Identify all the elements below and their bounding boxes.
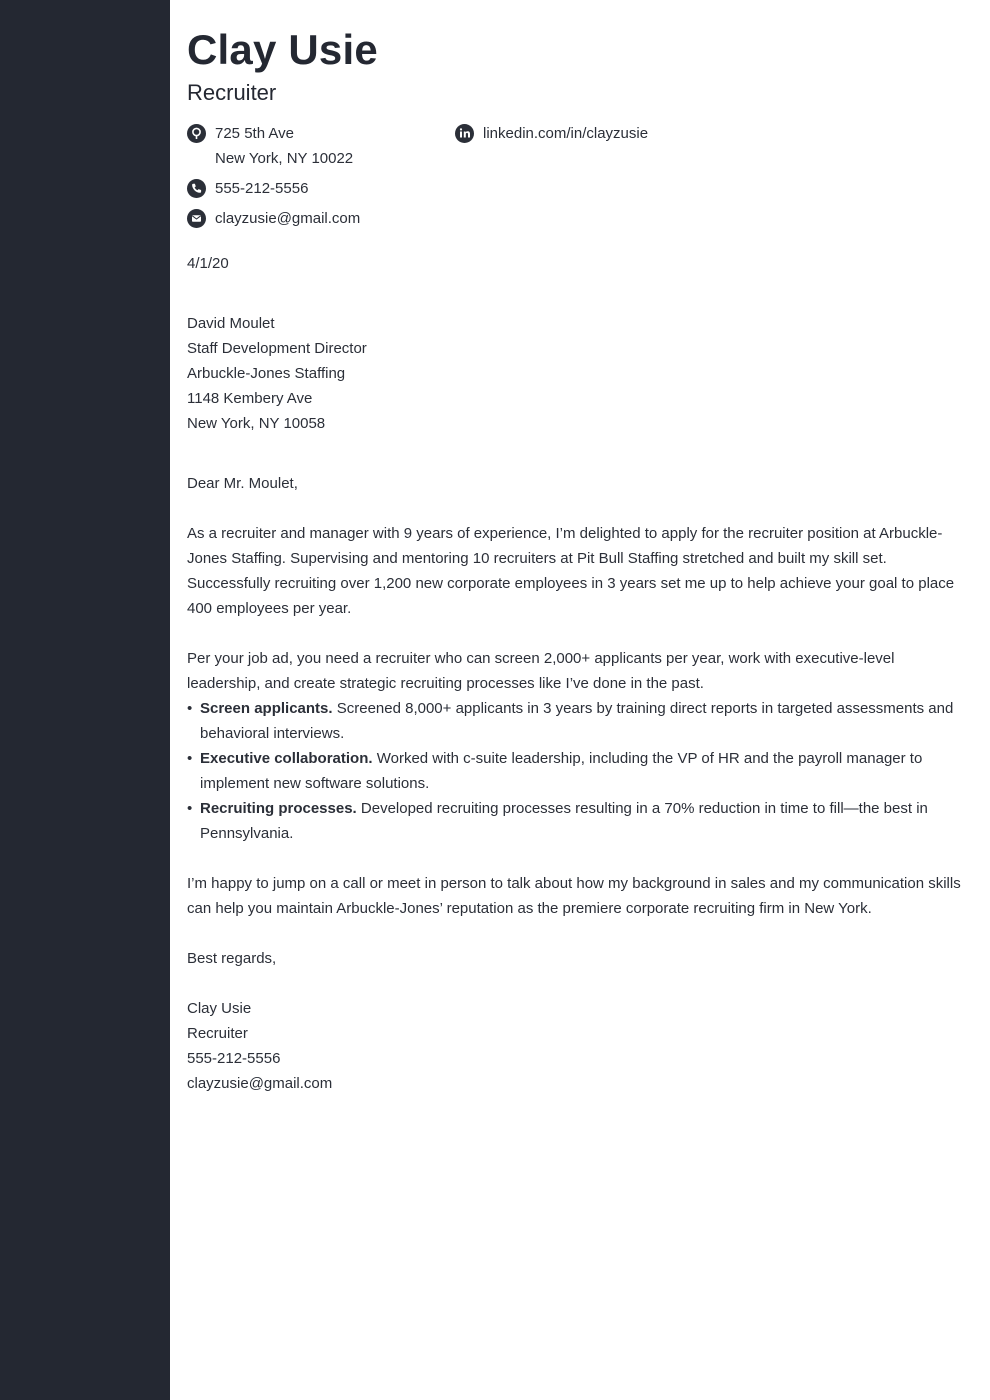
email-address[interactable]: clayzusie@gmail.com <box>215 210 361 227</box>
paragraph-requirements: Per your job ad, you need a recruiter who can screen 2,000+ applicants per year, work with executive-level leadership, and create strategic recruiting processes like I’ve done in the past. <box>187 650 895 692</box>
bullet-title: Executive collaboration. <box>200 750 373 767</box>
closing-salutation: Best regards, <box>187 950 277 967</box>
list-item <box>187 796 965 846</box>
contact-email[interactable] <box>187 206 437 231</box>
bullet-title: Screen applicants. <box>200 700 333 717</box>
bullet-text: Worked with c-suite leadership, including the VP of HR and the payroll manager to implement new software solutions. <box>200 750 923 792</box>
envelope-icon <box>187 209 206 228</box>
signature-block <box>187 996 967 1096</box>
phone-icon <box>187 179 206 198</box>
address-line-1: 725 5th Ave <box>215 125 294 142</box>
recipient-block <box>187 311 967 436</box>
bullet-symbol: • <box>187 750 193 767</box>
recipient-name: David Moulet <box>187 315 275 332</box>
list-item <box>187 696 965 746</box>
bullet-text: Developed recruiting processes resulting in a 70% reduction in time to fill—the best in Pennsylvania. <box>200 800 928 842</box>
recipient-city: New York, NY 10058 <box>187 415 326 432</box>
linkedin-url[interactable]: linkedin.com/in/clayzusie <box>483 125 649 142</box>
contact-linkedin[interactable] <box>455 121 755 146</box>
letter-date: 4/1/20 <box>187 255 229 272</box>
signature-name: Clay Usie <box>187 1000 252 1017</box>
applicant-role: Recruiter <box>187 80 277 105</box>
paragraph-intro: As a recruiter and manager with 9 years of experience, I’m delighted to apply for the recruiter position at Arbuckle-Jones Staffing. Supervising and mentoring 10 recruiters at Pit Bull Staffing stretched and built my skill set. Successfully recruiting over 1,200 new corporate employees in 3 years set me up to help achieve your goal to place 400 employees per year. <box>187 525 955 617</box>
phone-number[interactable]: 555-212-5556 <box>215 180 309 197</box>
location-pin-icon <box>187 124 206 143</box>
applicant-name: Clay Usie <box>187 26 378 73</box>
linkedin-icon <box>455 124 474 143</box>
bullet-title: Recruiting processes. <box>200 800 357 817</box>
greeting: Dear Mr. Moulet, <box>187 475 298 492</box>
signature-email[interactable]: clayzusie@gmail.com <box>187 1075 333 1092</box>
dark-sidebar <box>0 0 170 1400</box>
signature-role: Recruiter <box>187 1025 248 1042</box>
address-line-2: New York, NY 10022 <box>215 150 354 167</box>
recipient-company: Arbuckle-Jones Staffing <box>187 365 346 382</box>
recipient-street: 1148 Kembery Ave <box>187 390 313 407</box>
contact-phone[interactable] <box>187 176 437 201</box>
recipient-title: Staff Development Director <box>187 340 367 357</box>
list-item <box>187 746 965 796</box>
contact-address <box>187 121 437 171</box>
signature-phone[interactable]: 555-212-5556 <box>187 1050 281 1067</box>
paragraph-requirements-block <box>187 646 967 846</box>
bullet-symbol: • <box>187 800 193 817</box>
paragraph-closing: I’m happy to jump on a call or meet in person to talk about how my background in sales and my communication skills can help you maintain Arbuckle-Jones’ reputation as the premiere corporate recruiting firm in New York. <box>187 875 961 917</box>
bullet-text: Screened 8,000+ applicants in 3 years by training direct reports in targeted assessments and behavioral interviews. <box>200 700 954 742</box>
bullet-symbol: • <box>187 700 193 717</box>
